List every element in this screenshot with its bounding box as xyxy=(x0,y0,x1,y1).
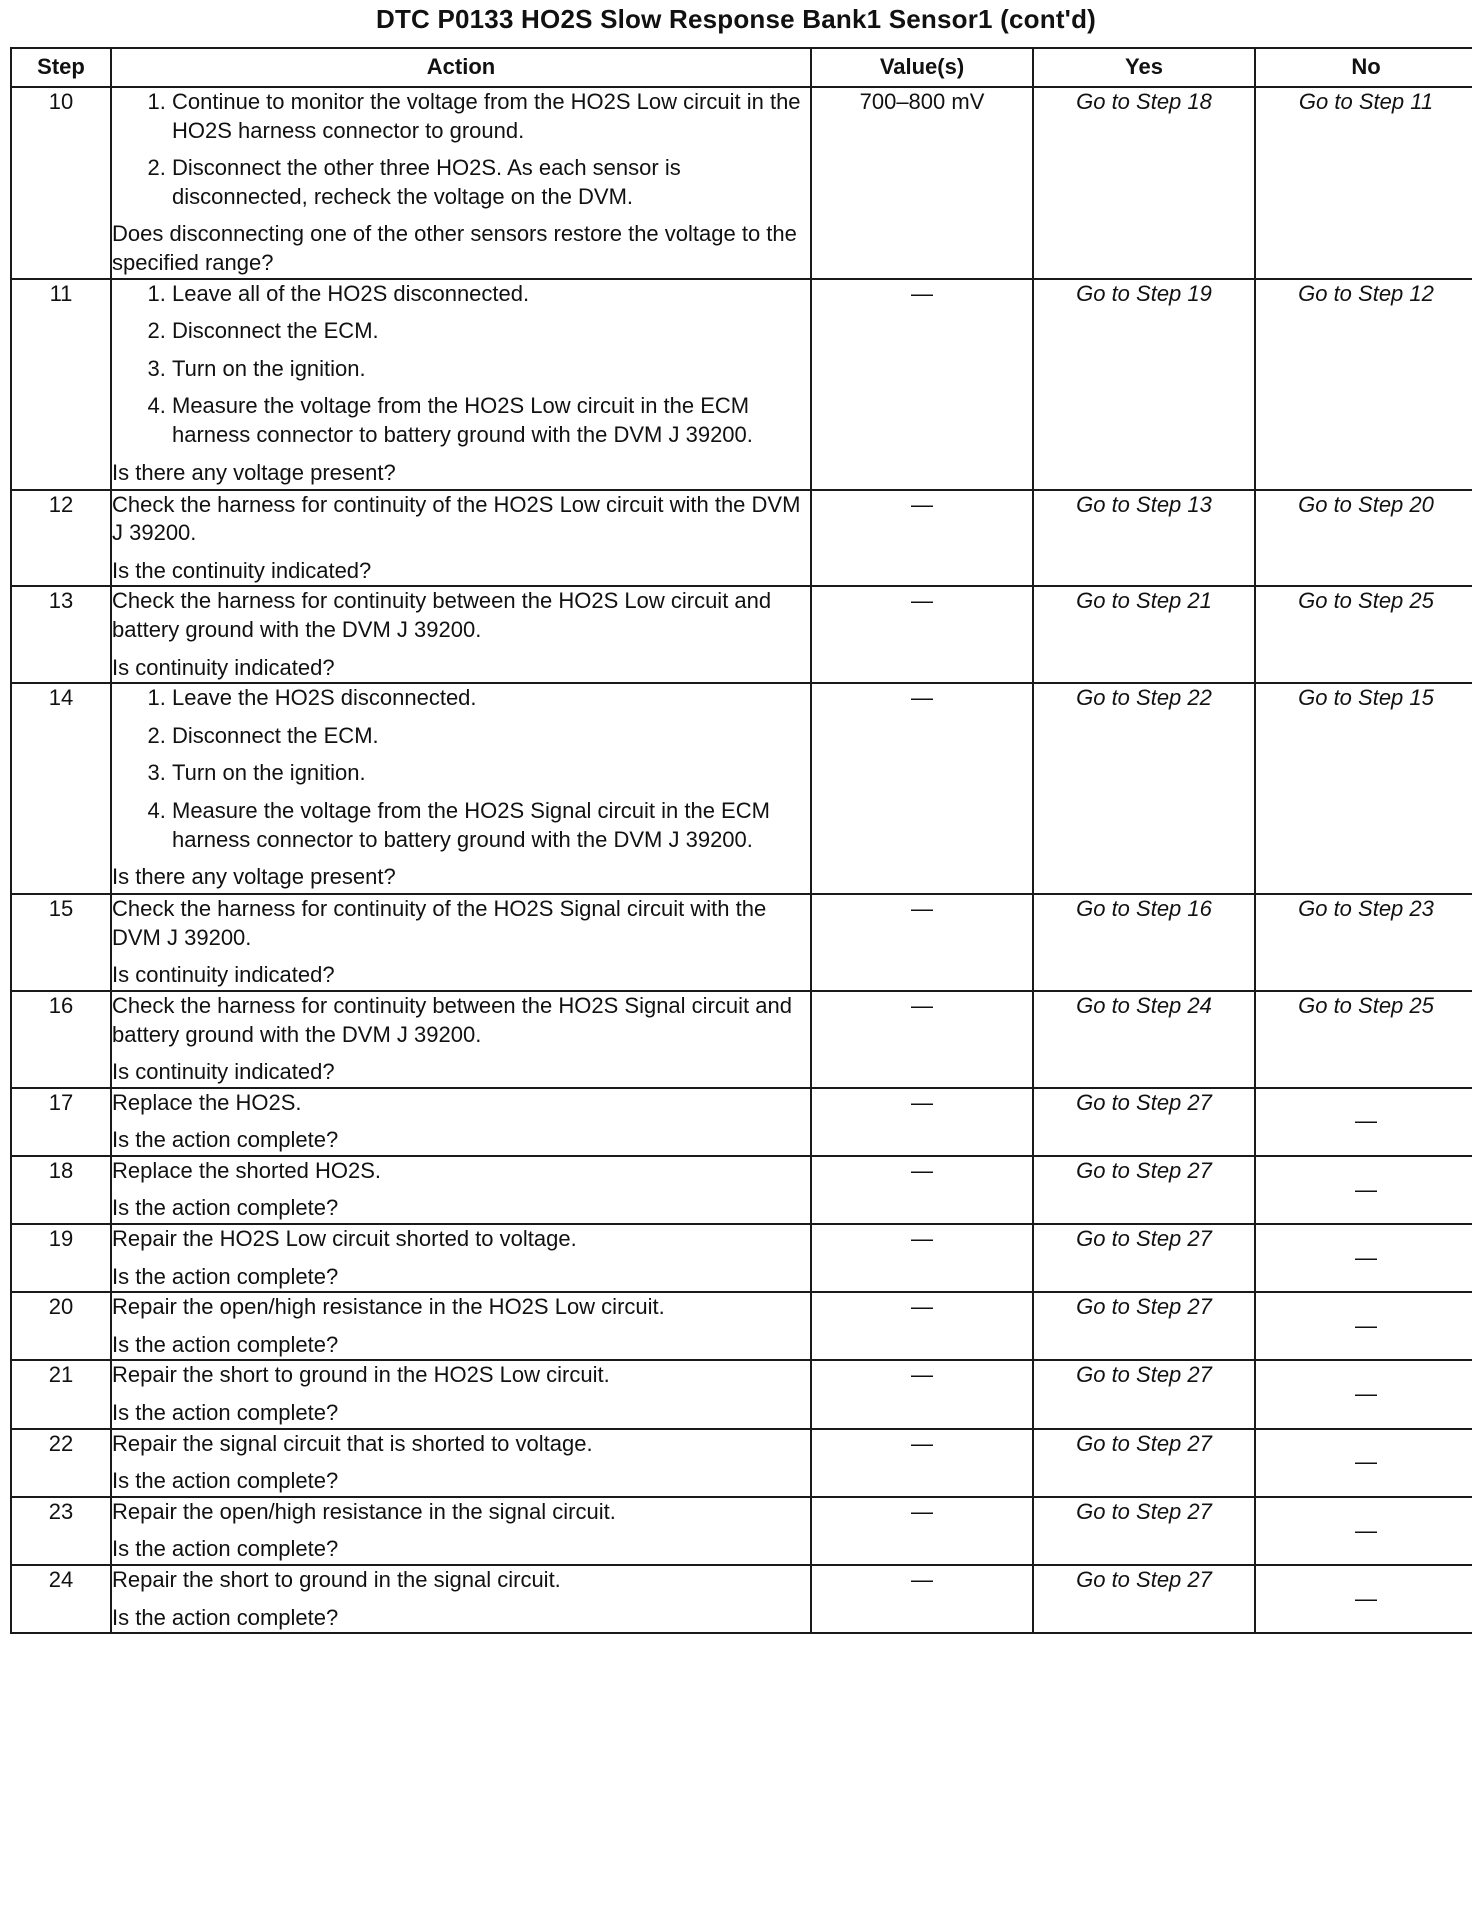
action-cell xyxy=(111,1156,811,1224)
action-question: Is the action complete? xyxy=(112,1536,339,1562)
table-row xyxy=(11,87,1472,279)
step-number: 24 xyxy=(11,1565,111,1633)
table-row xyxy=(11,683,1472,894)
yes-cell: Go to Step 18 xyxy=(1033,87,1255,279)
table-row xyxy=(11,1088,1472,1156)
action-instruction: Replace the HO2S. xyxy=(112,1089,302,1115)
value-cell: — xyxy=(811,1224,1033,1292)
step-number: 15 xyxy=(11,894,111,991)
no-cell: Go to Step 11 xyxy=(1255,87,1472,279)
action-instruction: Repair the HO2S Low circuit shorted to voltage. xyxy=(112,1226,577,1252)
step-number: 18 xyxy=(11,1156,111,1224)
yes-cell: Go to Step 27 xyxy=(1033,1088,1255,1156)
no-cell: Go to Step 23 xyxy=(1255,894,1472,991)
action-cell xyxy=(111,279,811,490)
action-cell xyxy=(111,894,811,991)
value-cell: — xyxy=(811,991,1033,1088)
column-header-action: Action xyxy=(111,48,811,87)
value-cell: — xyxy=(811,279,1033,490)
value-cell: 700–800 mV xyxy=(811,87,1033,279)
no-cell: Go to Step 25 xyxy=(1255,991,1472,1088)
action-question: Does disconnecting one of the other sensors restore the voltage to the specified range? xyxy=(112,221,797,275)
step-number: 17 xyxy=(11,1088,111,1156)
value-cell: — xyxy=(811,683,1033,894)
action-cell xyxy=(111,1565,811,1633)
action-cell xyxy=(111,1360,811,1428)
table-row xyxy=(11,1292,1472,1360)
no-cell: — xyxy=(1255,1088,1472,1156)
action-step: 4. Measure the voltage from the HO2S Low circuit in the ECM harness connector to battery ground with the DVM J 39200. xyxy=(172,392,810,449)
action-step: 1. Leave the HO2S disconnected. xyxy=(172,684,810,713)
action-cell xyxy=(111,490,811,587)
table-row xyxy=(11,991,1472,1088)
action-question: Is the action complete? xyxy=(112,1604,339,1630)
table-body xyxy=(11,87,1472,1633)
action-question: Is continuity indicated? xyxy=(112,654,335,680)
table-row xyxy=(11,1429,1472,1497)
yes-cell: Go to Step 27 xyxy=(1033,1360,1255,1428)
table-row xyxy=(11,1565,1472,1633)
table-row xyxy=(11,894,1472,991)
action-question: Is the action complete? xyxy=(112,1263,339,1289)
table-row xyxy=(11,1156,1472,1224)
diagnostic-table xyxy=(10,47,1472,1634)
action-cell xyxy=(111,1292,811,1360)
yes-cell: Go to Step 24 xyxy=(1033,991,1255,1088)
table-row xyxy=(11,1224,1472,1292)
action-question: Is the action complete? xyxy=(112,1400,339,1426)
no-cell: Go to Step 20 xyxy=(1255,490,1472,587)
action-question: Is there any voltage present? xyxy=(112,864,396,890)
no-cell: — xyxy=(1255,1429,1472,1497)
no-cell: Go to Step 12 xyxy=(1255,279,1472,490)
action-step: 2. Disconnect the ECM. xyxy=(172,722,810,751)
action-instruction: Replace the shorted HO2S. xyxy=(112,1157,382,1183)
action-instruction: Repair the open/high resistance in the HO2S Low circuit. xyxy=(112,1294,665,1320)
action-step: 3. Turn on the ignition. xyxy=(172,759,810,788)
table-row xyxy=(11,1497,1472,1565)
step-number: 16 xyxy=(11,991,111,1088)
no-cell: Go to Step 25 xyxy=(1255,586,1472,683)
action-cell xyxy=(111,1088,811,1156)
value-cell: — xyxy=(811,1088,1033,1156)
action-question: Is continuity indicated? xyxy=(112,1059,335,1085)
value-cell: — xyxy=(811,1292,1033,1360)
table-header-row xyxy=(11,48,1472,87)
action-cell xyxy=(111,683,811,894)
yes-cell: Go to Step 27 xyxy=(1033,1497,1255,1565)
table-row xyxy=(11,490,1472,587)
value-cell: — xyxy=(811,586,1033,683)
action-cell xyxy=(111,87,811,279)
value-cell: — xyxy=(811,1497,1033,1565)
action-step: 2. Disconnect the ECM. xyxy=(172,317,810,346)
step-number: 23 xyxy=(11,1497,111,1565)
action-cell xyxy=(111,1429,811,1497)
step-number: 14 xyxy=(11,683,111,894)
action-question: Is continuity indicated? xyxy=(112,962,335,988)
value-cell: — xyxy=(811,490,1033,587)
yes-cell: Go to Step 22 xyxy=(1033,683,1255,894)
action-question: Is the action complete? xyxy=(112,1127,339,1153)
action-question: Is the action complete? xyxy=(112,1195,339,1221)
action-cell xyxy=(111,1224,811,1292)
column-header-step: Step xyxy=(11,48,111,87)
step-number: 13 xyxy=(11,586,111,683)
column-header-value: Value(s) xyxy=(811,48,1033,87)
no-cell: — xyxy=(1255,1224,1472,1292)
yes-cell: Go to Step 16 xyxy=(1033,894,1255,991)
action-step: 1. Continue to monitor the voltage from the HO2S Low circuit in the HO2S harness connector to ground. xyxy=(172,88,810,145)
table-row xyxy=(11,586,1472,683)
no-cell: — xyxy=(1255,1156,1472,1224)
no-cell: Go to Step 15 xyxy=(1255,683,1472,894)
value-cell: — xyxy=(811,1360,1033,1428)
no-cell: — xyxy=(1255,1565,1472,1633)
no-cell: — xyxy=(1255,1292,1472,1360)
step-number: 22 xyxy=(11,1429,111,1497)
step-number: 12 xyxy=(11,490,111,587)
no-cell: — xyxy=(1255,1360,1472,1428)
action-question: Is the action complete? xyxy=(112,1468,339,1494)
column-header-no: No xyxy=(1255,48,1472,87)
action-instruction: Repair the short to ground in the HO2S Low circuit. xyxy=(112,1362,610,1388)
yes-cell: Go to Step 27 xyxy=(1033,1156,1255,1224)
yes-cell: Go to Step 27 xyxy=(1033,1224,1255,1292)
step-number: 21 xyxy=(11,1360,111,1428)
no-cell: — xyxy=(1255,1497,1472,1565)
column-header-yes: Yes xyxy=(1033,48,1255,87)
action-step: 3. Turn on the ignition. xyxy=(172,355,810,384)
value-cell: — xyxy=(811,1429,1033,1497)
yes-cell: Go to Step 27 xyxy=(1033,1565,1255,1633)
action-instruction: Check the harness for continuity of the HO2S Signal circuit with the DVM J 39200. xyxy=(112,896,767,950)
action-instruction: Repair the open/high resistance in the signal circuit. xyxy=(112,1498,616,1524)
step-number: 19 xyxy=(11,1224,111,1292)
action-question: Is the action complete? xyxy=(112,1331,339,1357)
yes-cell: Go to Step 27 xyxy=(1033,1429,1255,1497)
yes-cell: Go to Step 27 xyxy=(1033,1292,1255,1360)
action-step: 1. Leave all of the HO2S disconnected. xyxy=(172,280,810,309)
page-title: DTC P0133 HO2S Slow Response Bank1 Sensor1 (cont'd) xyxy=(375,4,1097,34)
value-cell: — xyxy=(811,1565,1033,1633)
action-instruction: Repair the short to ground in the signal circuit. xyxy=(112,1567,561,1592)
value-cell: — xyxy=(811,894,1033,991)
action-instruction: Check the harness for continuity between the HO2S Signal circuit and battery ground with the DVM J 39200. xyxy=(112,992,792,1047)
yes-cell: Go to Step 21 xyxy=(1033,586,1255,683)
action-instruction: Repair the signal circuit that is shorted to voltage. xyxy=(112,1430,593,1456)
action-cell xyxy=(111,1497,811,1565)
action-question: Is there any voltage present? xyxy=(112,459,396,485)
action-step: 2. Disconnect the other three HO2S. As each sensor is disconnected, recheck the voltage on the DVM. xyxy=(172,154,810,211)
action-question: Is the continuity indicated? xyxy=(112,557,372,583)
action-cell xyxy=(111,586,811,683)
table-row xyxy=(11,1360,1472,1428)
action-steps-list xyxy=(112,280,810,450)
yes-cell: Go to Step 13 xyxy=(1033,490,1255,587)
table-row xyxy=(11,279,1472,490)
action-steps-list xyxy=(112,684,810,854)
yes-cell: Go to Step 19 xyxy=(1033,279,1255,490)
step-number: 10 xyxy=(11,87,111,279)
action-instruction: Check the harness for continuity of the HO2S Low circuit with the DVM J 39200. xyxy=(112,491,801,546)
action-step: 4. Measure the voltage from the HO2S Signal circuit in the ECM harness connector to battery ground with the DVM J 39200. xyxy=(172,797,810,854)
step-number: 20 xyxy=(11,1292,111,1360)
step-number: 11 xyxy=(11,279,111,490)
action-cell xyxy=(111,991,811,1088)
action-steps-list xyxy=(112,88,810,211)
action-instruction: Check the harness for continuity between the HO2S Low circuit and battery ground with the DVM J 39200. xyxy=(112,588,772,642)
value-cell: — xyxy=(811,1156,1033,1224)
